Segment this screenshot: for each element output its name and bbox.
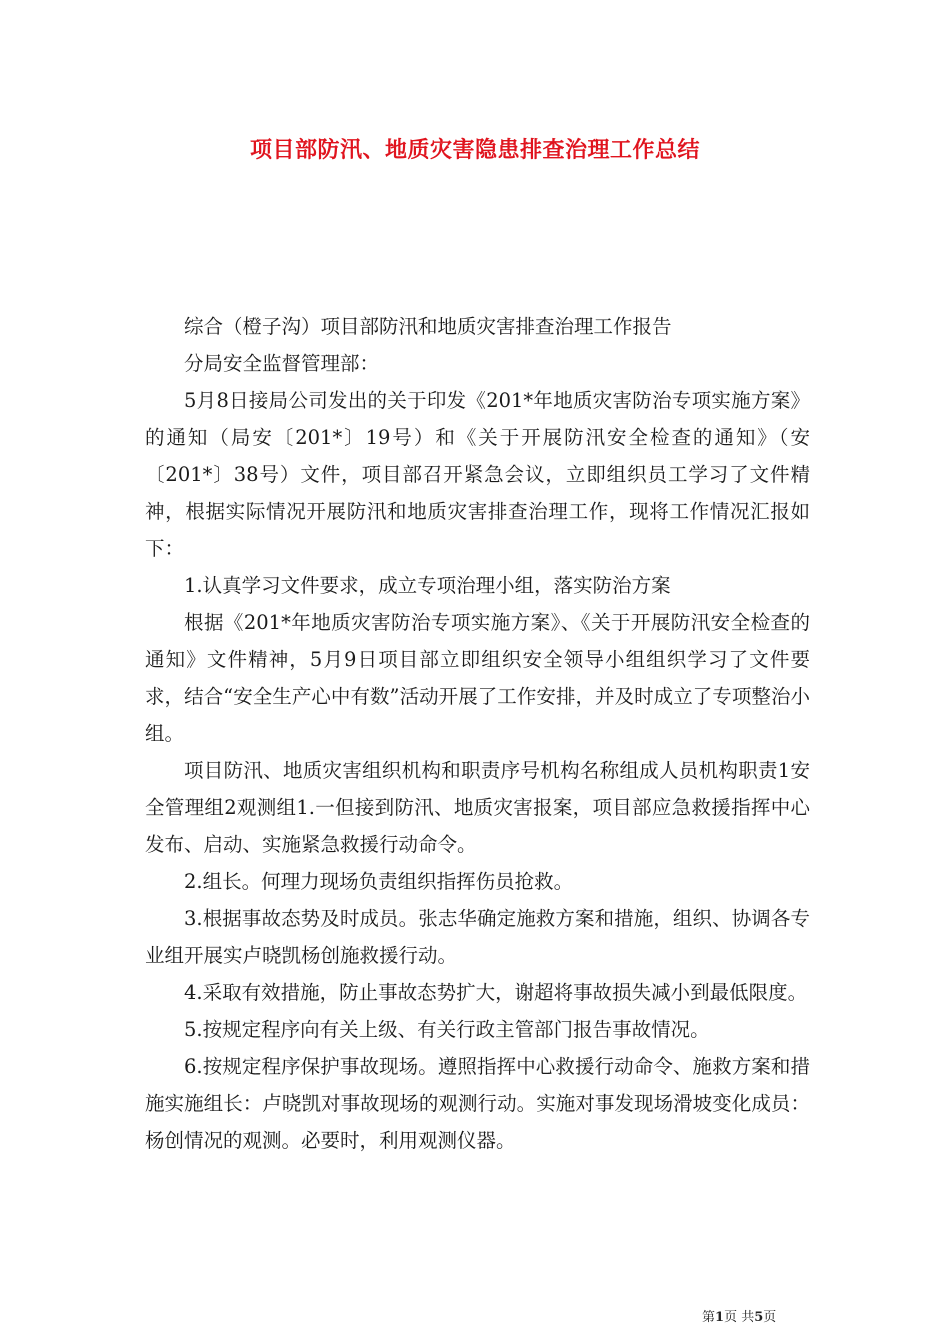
list-item-2: 2.组长。何理力现场负责组织指挥伤员抢救。: [184, 870, 574, 893]
list-item-5: 5.按规定程序向有关上级、有关行政主管部门报告事故情况。: [184, 1018, 710, 1041]
list-item-4: 4.采取有效措施，防止事故态势扩大，谢超将事故损失减小到最低限度。: [184, 981, 808, 1004]
footer-prefix: 第: [702, 1310, 716, 1325]
document-title: 项目部防汛、地质灾害隐患排查治理工作总结: [249, 138, 700, 163]
footer-suffix: 页: [763, 1310, 777, 1325]
report-heading: 综合（橙子沟）项目部防汛和地质灾害排查治理工作报告: [184, 315, 672, 338]
footer-current-page: 1: [715, 1310, 725, 1325]
document-body: [145, 308, 810, 1159]
page-number-footer: [702, 1306, 776, 1325]
organization-paragraph: 项目防汛、地质灾害组织机构和职责序号机构名称组成人员机构职责1安全管理组2观测组1.一但接到防汛、地质灾害报案，项目部应急救援指挥中心发布、启动、实施紧急救援行动命令。: [145, 759, 810, 856]
footer-total-pages: 5: [754, 1310, 764, 1325]
footer-middle: 页 共: [724, 1310, 755, 1325]
section-paragraph-1: 根据《201*年地质灾害防治专项实施方案》、《关于开展防汛安全检查的通知》文件精神，5月9日项目部立即组织安全领导小组组织学习了文件要求，结合“安全生产心中有数”活动开展了工作安排，并及时成立了专项整治小组。: [145, 611, 810, 745]
section-heading-1: 1.认真学习文件要求，成立专项治理小组，落实防治方案: [184, 574, 671, 597]
list-item-3: 3.根据事故态势及时成员。张志华确定施救方案和措施，组织、协调各专业组开展实卢晓凯杨创施救援行动。: [145, 907, 810, 967]
list-item-6: 6.按规定程序保护事故现场。遵照指挥中心救援行动命令、施救方案和措施实施组长：卢晓凯对事故现场的观测行动。实施对事发现场滑坡变化成员：杨创情况的观测。必要时，利用观测仪器。: [145, 1055, 810, 1152]
intro-paragraph: 5月8日接局公司发出的关于印发《201*年地质灾害防治专项实施方案》的通知（局安〔201*〕19号）和《关于开展防汛安全检查的通知》（安〔201*〕38号）文件，项目部召开紧急会议，立即组织员工学习了文件精神，根据实际情况开展防汛和地质灾害排查治理工作，现将工作情况汇报如下：: [145, 389, 810, 560]
recipient-line: 分局安全监督管理部：: [184, 352, 380, 375]
